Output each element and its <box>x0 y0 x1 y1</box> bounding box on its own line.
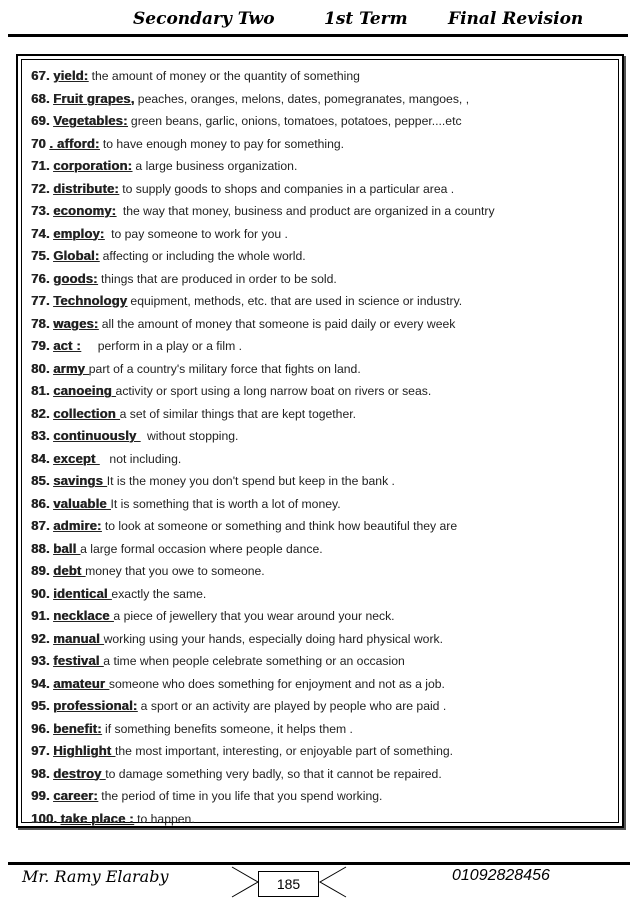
entry-number: 79. <box>31 338 50 353</box>
entry-number: 67. <box>31 68 50 83</box>
entry-definition: to have enough money to pay for something. <box>99 136 345 151</box>
vocab-entry <box>31 268 614 291</box>
entry-term: Global: <box>53 248 100 263</box>
entry-number: 69. <box>31 113 50 128</box>
entry-definition: the period of time in you life that you spend working. <box>97 789 383 803</box>
vocab-entry <box>31 313 614 336</box>
entry-number: 73. <box>31 203 50 218</box>
entry-number: 97. <box>31 743 50 758</box>
vocab-entry <box>31 605 614 628</box>
entry-number: 95. <box>31 698 50 713</box>
vocab-entry <box>31 358 614 381</box>
entry-number: 88. <box>31 540 50 556</box>
vocab-entry <box>31 425 614 448</box>
entry-number: 83. <box>31 428 50 443</box>
entry-term: collection <box>53 405 120 421</box>
entry-term: corporation: <box>53 158 133 173</box>
entry-number: 92. <box>31 630 50 646</box>
entry-term: yield: <box>53 68 89 83</box>
entry-number: 86. <box>31 495 50 511</box>
vocab-entry <box>31 785 614 808</box>
entry-definition: the amount of money or the quantity of something <box>88 69 360 83</box>
vocab-entry <box>31 763 614 786</box>
entry-number: 80. <box>31 360 50 376</box>
vocab-entry <box>31 335 614 358</box>
page-header <box>0 6 638 34</box>
entry-term: except <box>53 450 100 466</box>
entry-term: destroy <box>53 765 106 781</box>
vocab-entry <box>31 448 614 471</box>
entry-number: 87. <box>31 518 50 533</box>
entry-definition: a piece of jewellery that you wear around your neck. <box>113 609 395 623</box>
entry-term: debt <box>53 563 86 578</box>
entry-definition: exactly the same. <box>111 586 207 601</box>
left-chevron-decoration-icon <box>230 865 260 899</box>
entry-definition: a set of similar things that are kept together. <box>119 406 356 421</box>
vocab-entry <box>31 470 614 493</box>
header-divider <box>8 34 628 37</box>
vocab-entry <box>31 133 614 156</box>
entry-term: economy: <box>53 203 117 218</box>
entry-term: amateur <box>53 675 109 691</box>
vocab-entry <box>31 110 614 133</box>
entry-definition: someone who does something for enjoyment and not as a job. <box>108 676 445 691</box>
entry-number: 77. <box>31 293 50 308</box>
entry-definition: all the amount of money that someone is paid daily or every week <box>98 316 456 331</box>
vocab-entry <box>31 695 614 718</box>
entry-definition: the way that money, business and product are organized in a country <box>116 204 495 218</box>
vocab-entry <box>31 628 614 651</box>
right-chevron-decoration-icon <box>318 865 348 899</box>
vocab-entry <box>31 223 614 246</box>
entry-number: 81. <box>31 383 50 398</box>
entry-term: necklace <box>53 608 114 623</box>
page-number: 185 <box>258 871 319 897</box>
entry-number: 99. <box>31 788 50 803</box>
entry-term: goods: <box>53 270 98 286</box>
entry-number: 75. <box>31 248 50 263</box>
entry-term: admire: <box>53 518 102 533</box>
entry-definition: to supply goods to shops and companies in a particular area . <box>118 181 455 196</box>
entry-term: valuable <box>53 495 111 511</box>
entry-number: 100. <box>31 810 58 826</box>
entry-term: savings <box>53 473 107 488</box>
entry-term: distribute: <box>53 180 119 196</box>
entry-definition: money that you owe to someone. <box>85 564 265 578</box>
entry-term: . afford: <box>49 135 100 151</box>
entry-number: 98. <box>31 765 50 781</box>
vocab-entry <box>31 178 614 201</box>
entry-definition: a sport or an activity are played by people who are paid . <box>137 699 447 713</box>
entry-number: 76. <box>31 270 50 286</box>
entry-definition: a large business organization. <box>132 159 298 173</box>
footer-phone: 01092828456 <box>452 867 550 884</box>
entry-number: 72. <box>31 180 50 196</box>
vocab-entry <box>31 403 614 426</box>
entry-term: wages: <box>53 315 99 331</box>
entry-term: Fruit grapes, <box>53 90 135 106</box>
entry-definition: if something benefits someone, it helps them . <box>101 721 353 736</box>
vocab-entry <box>31 740 614 763</box>
vocabulary-frame <box>16 54 624 828</box>
entry-term: army <box>53 360 89 376</box>
vocabulary-list <box>31 65 614 830</box>
entry-number: 74. <box>31 225 50 241</box>
entry-number: 90. <box>31 585 50 601</box>
entry-term: Vegetables: <box>53 113 128 128</box>
entry-definition: without stopping. <box>140 429 239 443</box>
vocab-entry <box>31 155 614 178</box>
entry-term: employ: <box>53 225 105 241</box>
vocab-entry <box>31 583 614 606</box>
entry-term: manual <box>53 630 104 646</box>
vocab-entry <box>31 718 614 741</box>
entry-definition: to pay someone to work for you . <box>104 226 288 241</box>
entry-definition: green beans, garlic, onions, tomatoes, potatoes, pepper....etc <box>127 114 462 128</box>
entry-number: 85. <box>31 473 50 488</box>
entry-number: 93. <box>31 653 50 668</box>
entry-term: act : <box>53 338 81 353</box>
entry-term: professional: <box>53 698 138 713</box>
entry-term: take place : <box>60 810 134 826</box>
vocab-entry <box>31 560 614 583</box>
entry-number: 70 <box>31 135 46 151</box>
entry-number: 89. <box>31 563 50 578</box>
entry-definition: part of a country's military force that fights on land. <box>88 361 361 376</box>
entry-term: career: <box>53 788 98 803</box>
vocab-entry <box>31 245 614 268</box>
entry-number: 82. <box>31 405 50 421</box>
entry-term: continuously <box>53 428 141 443</box>
footer-author: Mr. Ramy Elaraby <box>22 867 169 886</box>
entry-number: 94. <box>31 675 50 691</box>
vocabulary-frame-inner <box>21 59 619 826</box>
entry-term: Technology <box>53 293 128 308</box>
vocab-entry <box>31 88 614 111</box>
entry-definition: to damage something very badly, so that it cannot be repaired. <box>105 766 442 781</box>
vocab-entry <box>31 290 614 313</box>
entry-term: benefit: <box>53 720 102 736</box>
entry-number: 96. <box>31 720 50 736</box>
entry-definition: activity or sport using a long narrow boat on rivers or seas. <box>115 384 432 398</box>
entry-term: canoeing <box>53 383 116 398</box>
vocab-entry <box>31 650 614 673</box>
vocab-entry <box>31 65 614 88</box>
entry-term: identical <box>53 585 112 601</box>
entry-definition: not including. <box>99 451 182 466</box>
entry-number: 91. <box>31 608 50 623</box>
entry-definition: perform in a play or a film . <box>80 339 242 353</box>
entry-definition: a large formal occasion where people dance. <box>80 541 323 556</box>
vocab-entry <box>31 538 614 561</box>
entry-term: festival <box>53 653 104 668</box>
entry-definition: peaches, oranges, melons, dates, pomegranates, mangoes, , <box>134 91 470 106</box>
header-title: Final Revision <box>448 9 584 29</box>
entry-definition: It is something that is worth a lot of money. <box>110 496 341 511</box>
entry-definition: equipment, methods, etc. that are used in science or industry. <box>127 294 463 308</box>
vocab-entry <box>31 200 614 223</box>
entry-definition: It is the money you don't spend but keep in the bank . <box>106 474 395 488</box>
entry-definition: working using your hands, especially doing hard physical work. <box>103 631 443 646</box>
entry-number: 68. <box>31 90 50 106</box>
vocab-entry <box>31 673 614 696</box>
vocab-entry <box>31 493 614 516</box>
entry-term: ball <box>53 540 81 556</box>
entry-number: 71. <box>31 158 50 173</box>
entry-definition: to happen. <box>133 811 195 826</box>
header-grade: Secondary Two <box>133 9 275 29</box>
vocab-entry <box>31 515 614 538</box>
entry-term: Highlight <box>53 743 115 758</box>
entry-definition: to look at someone or something and think how beautiful they are <box>101 519 458 533</box>
entry-number: 84. <box>31 450 50 466</box>
entry-definition: things that are produced in order to be sold. <box>97 271 337 286</box>
entry-definition: affecting or including the whole world. <box>99 249 306 263</box>
vocab-entry <box>31 808 614 831</box>
entry-definition: the most important, interesting, or enjoyable part of something. <box>115 744 454 758</box>
entry-number: 78. <box>31 315 50 331</box>
header-term: 1st Term <box>324 9 408 29</box>
entry-definition: a time when people celebrate something or an occasion <box>103 654 405 668</box>
vocab-entry <box>31 380 614 403</box>
